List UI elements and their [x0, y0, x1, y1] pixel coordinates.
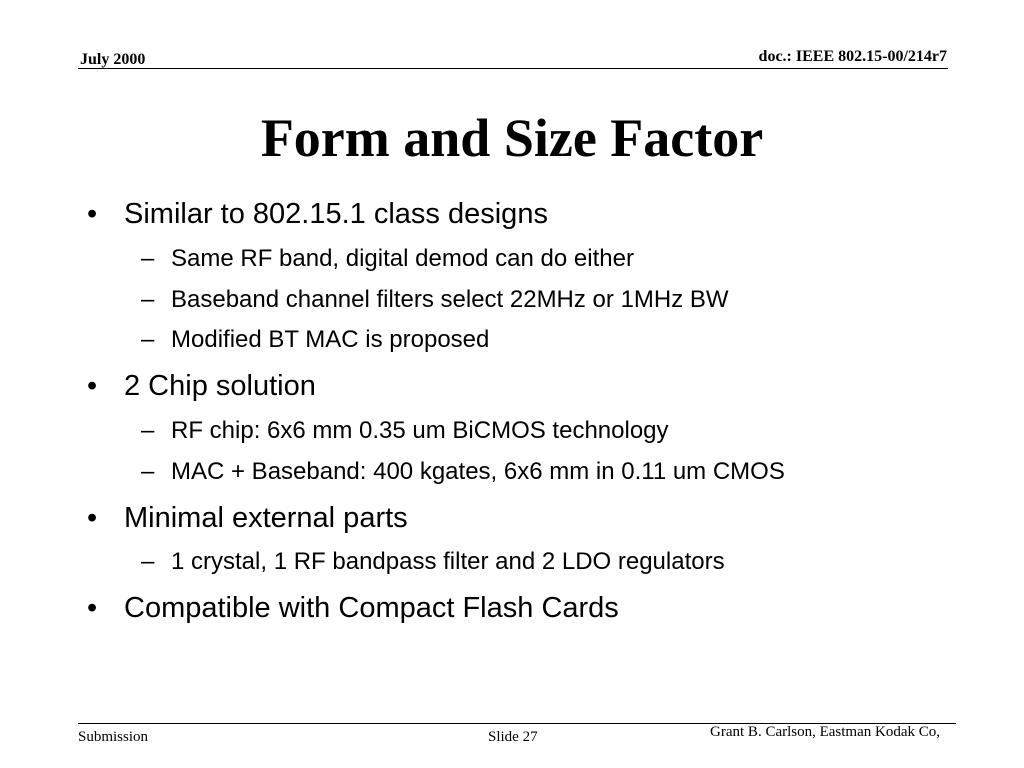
bullet-marker: • [87, 502, 98, 534]
bullet-text: Minimal external parts [124, 502, 408, 534]
sub-bullet-text: Same RF band, digital demod can do either [171, 245, 634, 272]
sub-bullet-text: Modified BT MAC is proposed [171, 326, 490, 353]
slide-title: Form and Size Factor [260, 108, 764, 168]
bullet-marker: • [87, 198, 98, 230]
sub-bullet-text: 1 crystal, 1 RF bandpass filter and 2 LDO regulators [171, 548, 725, 575]
bullet-text: Compatible with Compact Flash Cards [124, 592, 619, 624]
sub-bullet-marker: – [141, 286, 155, 313]
sub-bullet-marker: – [141, 417, 155, 444]
sub-bullet-marker: – [141, 245, 155, 272]
header-doc-id: doc.: IEEE 802.15-00/214r7 [758, 48, 947, 65]
footer-slide-number: Slide 27 [488, 729, 538, 745]
footer-submission: Submission [78, 729, 149, 745]
sub-bullet-text: RF chip: 6x6 mm 0.35 um BiCMOS technology [171, 417, 669, 444]
sub-bullet-text: MAC + Baseband: 400 kgates, 6x6 mm in 0.11 um CMOS [171, 458, 785, 485]
bullet-text: 2 Chip solution [124, 370, 316, 402]
bullet-marker: • [87, 592, 98, 624]
sub-bullet-text: Baseband channel filters select 22MHz or 1MHz BW [171, 286, 729, 313]
bullet-text: Similar to 802.15.1 class designs [124, 198, 548, 230]
sub-bullet-marker: – [141, 458, 155, 485]
footer-author: Grant B. Carlson, Eastman Kodak Co, [710, 724, 940, 740]
sub-bullet-marker: – [141, 326, 155, 353]
bullet-marker: • [87, 370, 98, 402]
header-date: July 2000 [80, 51, 146, 68]
sub-bullet-marker: – [141, 548, 155, 575]
